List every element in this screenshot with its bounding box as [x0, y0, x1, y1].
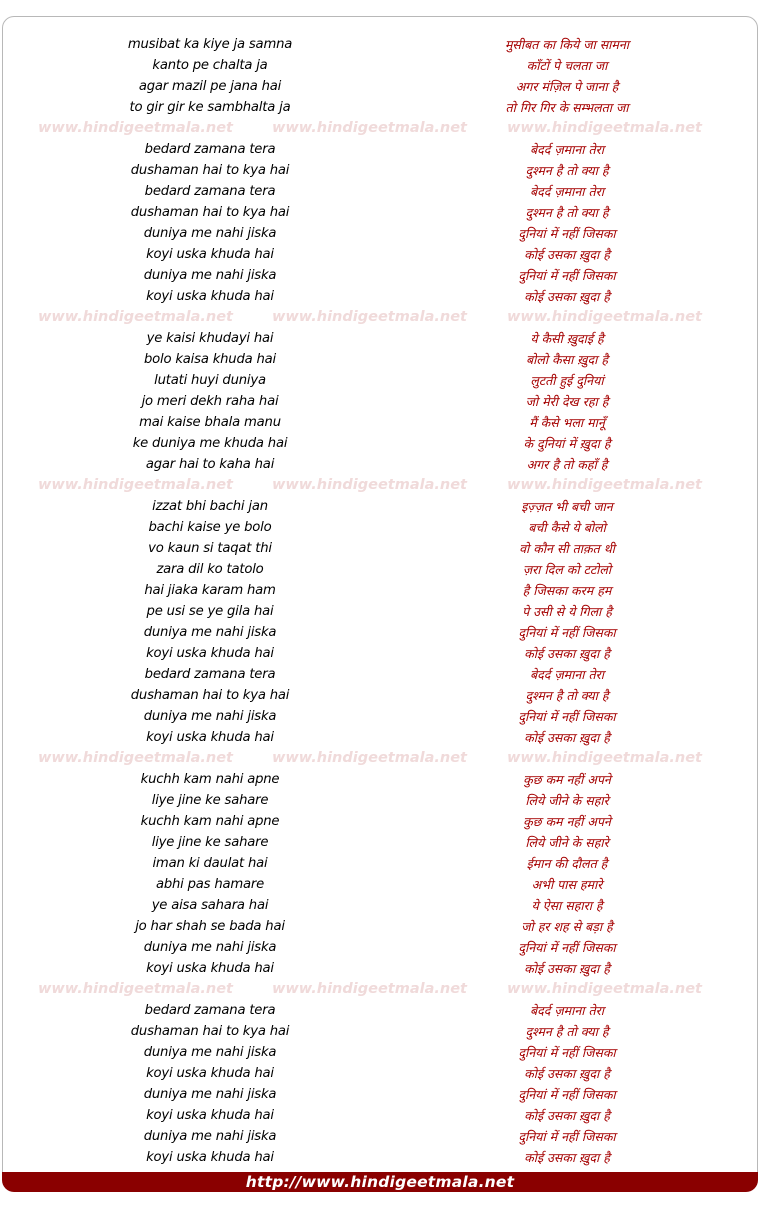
lyric-romanized: pe usi se ye gila hai [146, 604, 274, 619]
lyric-hindi: पे उसी से ये गिला है [522, 604, 612, 619]
lyric-romanized: bedard zamana tera [144, 184, 276, 199]
watermark-text: www.hindigeetmala.net [507, 981, 702, 997]
lyric-hindi: बेदर्द ज़माना तेरा [530, 184, 604, 199]
lyric-romanized: to gir gir ke sambhalta ja [129, 100, 291, 115]
lyric-romanized: abhi pas hamare [155, 877, 265, 892]
lyric-hindi: मैं कैसे भला मानूँ [529, 415, 605, 430]
lyric-line [0, 1021, 760, 1042]
lyric-line [0, 34, 760, 55]
lyric-hindi: काँटों पे चलता जा [526, 58, 608, 73]
lyric-hindi: दुश्मन है तो क्या है [525, 163, 609, 178]
lyric-romanized: duniya me nahi jiska [143, 1087, 277, 1102]
lyric-hindi: दुनियां में नहीं जिसका [518, 625, 616, 640]
lyric-hindi: दुनियां में नहीं जिसका [518, 1129, 616, 1144]
lyric-romanized: duniya me nahi jiska [143, 268, 277, 283]
watermark-text: www.hindigeetmala.net [272, 477, 467, 493]
lyric-hindi: अगर मंज़िल पे जाना है [515, 79, 619, 94]
lyric-romanized: hai jiaka karam ham [144, 583, 276, 598]
watermark-text: www.hindigeetmala.net [272, 750, 467, 766]
lyric-romanized: agar hai to kaha hai [145, 457, 275, 472]
lyric-hindi: कुछ कम नहीं अपने [523, 772, 611, 787]
lyric-hindi: दुश्मन है तो क्या है [525, 1024, 609, 1039]
lyric-romanized: bedard zamana tera [144, 667, 276, 682]
lyric-hindi: तो गिर गिर के सम्भलता जा [505, 100, 629, 115]
lyric-romanized: duniya me nahi jiska [143, 1045, 277, 1060]
lyric-line [0, 622, 760, 643]
lyric-hindi: बेदर्द ज़माना तेरा [530, 1003, 604, 1018]
lyric-romanized: koyi uska khuda hai [146, 1150, 274, 1165]
lyric-line [0, 895, 760, 916]
lyric-hindi: दुनियां में नहीं जिसका [518, 940, 616, 955]
lyric-hindi: वो कौन सी ताक़त थी [519, 541, 615, 556]
lyric-hindi: ये कैसी ख़ुदाई है [530, 331, 604, 346]
lyric-romanized: dushaman hai to kya hai [130, 1024, 290, 1039]
lyric-hindi: दुश्मन है तो क्या है [525, 688, 609, 703]
watermark-text: www.hindigeetmala.net [38, 981, 233, 997]
lyric-romanized: duniya me nahi jiska [143, 709, 277, 724]
lyric-romanized: vo kaun si taqat thi [148, 541, 272, 556]
lyric-line [0, 853, 760, 874]
watermark-text: www.hindigeetmala.net [272, 120, 467, 136]
lyric-line [0, 55, 760, 76]
lyric-line [0, 97, 760, 118]
lyric-hindi: कोई उसका ख़ुदा है [524, 1108, 610, 1123]
lyric-hindi: कोई उसका ख़ुदा है [524, 289, 610, 304]
lyric-line [0, 496, 760, 517]
lyric-romanized: iman ki daulat hai [152, 856, 268, 871]
lyric-romanized: kanto pe chalta ja [152, 58, 268, 73]
lyric-hindi: दुश्मन है तो क्या है [525, 205, 609, 220]
lyric-hindi: कोई उसका ख़ुदा है [524, 961, 610, 976]
lyric-line [0, 223, 760, 244]
lyric-romanized: dushaman hai to kya hai [130, 205, 290, 220]
lyric-line [0, 916, 760, 937]
lyric-hindi: कुछ कम नहीं अपने [523, 814, 611, 829]
lyric-romanized: izzat bhi bachi jan [152, 499, 268, 514]
lyric-romanized: kuchh kam nahi apne [140, 814, 280, 829]
watermark-text: www.hindigeetmala.net [272, 309, 467, 325]
lyric-line [0, 958, 760, 979]
lyric-line [0, 412, 760, 433]
lyric-romanized: duniya me nahi jiska [143, 940, 277, 955]
lyric-romanized: duniya me nahi jiska [143, 1129, 277, 1144]
lyric-line [0, 202, 760, 223]
lyric-line [0, 1084, 760, 1105]
lyric-line [0, 391, 760, 412]
lyric-line [0, 160, 760, 181]
lyric-line [0, 874, 760, 895]
lyric-line [0, 685, 760, 706]
lyric-hindi: लुटती हुई दुनियां [530, 373, 604, 388]
lyric-romanized: duniya me nahi jiska [143, 226, 277, 241]
lyric-line [0, 370, 760, 391]
lyric-romanized: mai kaise bhala manu [139, 415, 281, 430]
lyric-hindi: कोई उसका ख़ुदा है [524, 247, 610, 262]
watermark-text: www.hindigeetmala.net [38, 477, 233, 493]
lyric-romanized: bedard zamana tera [144, 1003, 276, 1018]
lyric-romanized: liye jine ke sahare [151, 835, 269, 850]
lyric-hindi: कोई उसका ख़ुदा है [524, 1150, 610, 1165]
lyric-line [0, 433, 760, 454]
lyric-romanized: kuchh kam nahi apne [140, 772, 280, 787]
lyric-romanized: bolo kaisa khuda hai [144, 352, 276, 367]
watermark-row [0, 979, 760, 1000]
lyric-line [0, 643, 760, 664]
lyric-line [0, 454, 760, 475]
footer-site-link[interactable]: http://www.hindigeetmala.net [245, 1173, 515, 1191]
lyric-line [0, 706, 760, 727]
lyric-hindi: ये ऐसा सहारा है [531, 898, 603, 913]
lyric-line [0, 517, 760, 538]
watermark-text: www.hindigeetmala.net [507, 309, 702, 325]
lyric-hindi: बोलो कैसा ख़ुदा है [525, 352, 609, 367]
lyric-line [0, 76, 760, 97]
watermark-text: www.hindigeetmala.net [507, 477, 702, 493]
lyric-line [0, 832, 760, 853]
lyric-hindi: अभी पास हमारे [531, 877, 603, 892]
lyric-hindi: बेदर्द ज़माना तेरा [530, 667, 604, 682]
lyric-hindi: मुसीबत का किये जा सामना [504, 37, 630, 52]
lyric-line [0, 1000, 760, 1021]
lyric-romanized: bachi kaise ye bolo [148, 520, 272, 535]
lyric-line [0, 580, 760, 601]
watermark-text: www.hindigeetmala.net [38, 120, 233, 136]
lyric-romanized: koyi uska khuda hai [146, 646, 274, 661]
lyric-romanized: jo meri dekh raha hai [141, 394, 279, 409]
lyric-romanized: lutati huyi duniya [154, 373, 266, 388]
lyric-line [0, 265, 760, 286]
lyric-hindi: दुनियां में नहीं जिसका [518, 709, 616, 724]
lyric-line [0, 601, 760, 622]
lyric-romanized: ye aisa sahara hai [151, 898, 269, 913]
lyric-romanized: koyi uska khuda hai [146, 289, 274, 304]
lyric-romanized: koyi uska khuda hai [146, 961, 274, 976]
watermark-text: www.hindigeetmala.net [38, 750, 233, 766]
lyric-line [0, 1105, 760, 1126]
lyric-line [0, 1042, 760, 1063]
lyric-line [0, 769, 760, 790]
lyric-hindi: बेदर्द ज़माना तेरा [530, 142, 604, 157]
lyric-line [0, 1147, 760, 1168]
watermark-row [0, 475, 760, 496]
lyric-line [0, 328, 760, 349]
lyric-romanized: bedard zamana tera [144, 142, 276, 157]
lyric-hindi: दुनियां में नहीं जिसका [518, 1045, 616, 1060]
lyric-line [0, 664, 760, 685]
lyric-hindi: दुनियां में नहीं जिसका [518, 226, 616, 241]
lyric-hindi: दुनियां में नहीं जिसका [518, 268, 616, 283]
lyric-romanized: jo har shah se bada hai [135, 919, 285, 934]
lyric-hindi: इज़्ज़त भी बची जान [521, 499, 613, 514]
lyric-hindi: कोई उसका ख़ुदा है [524, 730, 610, 745]
lyric-hindi: कोई उसका ख़ुदा है [524, 646, 610, 661]
lyric-hindi: जो हर शह से बड़ा है [521, 919, 613, 934]
lyric-romanized: ye kaisi khudayi hai [146, 331, 274, 346]
lyric-romanized: dushaman hai to kya hai [130, 688, 290, 703]
lyric-line [0, 1126, 760, 1147]
lyric-hindi: लिये जीने के सहारे [525, 835, 609, 850]
lyric-romanized: ke duniya me khuda hai [132, 436, 288, 451]
lyrics-list [0, 34, 760, 1168]
lyric-romanized: liye jine ke sahare [151, 793, 269, 808]
lyric-hindi: लिये जीने के सहारे [525, 793, 609, 808]
lyric-romanized: zara dil ko tatolo [156, 562, 264, 577]
watermark-text: www.hindigeetmala.net [507, 120, 702, 136]
lyric-romanized: koyi uska khuda hai [146, 730, 274, 745]
lyric-hindi: ईमान की दौलत है [526, 856, 608, 871]
lyric-line [0, 538, 760, 559]
lyric-romanized: agar mazil pe jana hai [138, 79, 282, 94]
lyric-line [0, 349, 760, 370]
lyric-line [0, 727, 760, 748]
lyric-line [0, 937, 760, 958]
watermark-row [0, 307, 760, 328]
lyric-line [0, 181, 760, 202]
lyric-romanized: koyi uska khuda hai [146, 1108, 274, 1123]
lyric-romanized: duniya me nahi jiska [143, 625, 277, 640]
lyric-line [0, 139, 760, 160]
lyric-romanized: koyi uska khuda hai [146, 247, 274, 262]
watermark-text: www.hindigeetmala.net [507, 750, 702, 766]
lyric-line [0, 1063, 760, 1084]
lyric-line [0, 244, 760, 265]
lyric-romanized: koyi uska khuda hai [146, 1066, 274, 1081]
lyric-hindi: बची कैसे ये बोलो [528, 520, 606, 535]
lyric-hindi: है जिसका करम हम [522, 583, 612, 598]
lyric-hindi: ज़रा दिल को टटोलो [522, 562, 612, 577]
watermark-row [0, 748, 760, 769]
lyric-line [0, 559, 760, 580]
lyric-hindi: के दुनियां में ख़ुदा है [523, 436, 611, 451]
watermark-text: www.hindigeetmala.net [38, 309, 233, 325]
watermark-text: www.hindigeetmala.net [272, 981, 467, 997]
lyric-line [0, 790, 760, 811]
watermark-row [0, 118, 760, 139]
lyric-hindi: जो मेरी देख रहा है [525, 394, 609, 409]
lyric-hindi: कोई उसका ख़ुदा है [524, 1066, 610, 1081]
lyric-romanized: musibat ka kiye ja samna [127, 37, 293, 52]
lyric-hindi: अगर है तो कहाँ है [526, 457, 608, 472]
lyric-hindi: दुनियां में नहीं जिसका [518, 1087, 616, 1102]
lyric-line [0, 811, 760, 832]
lyric-romanized: dushaman hai to kya hai [130, 163, 290, 178]
lyric-line [0, 286, 760, 307]
